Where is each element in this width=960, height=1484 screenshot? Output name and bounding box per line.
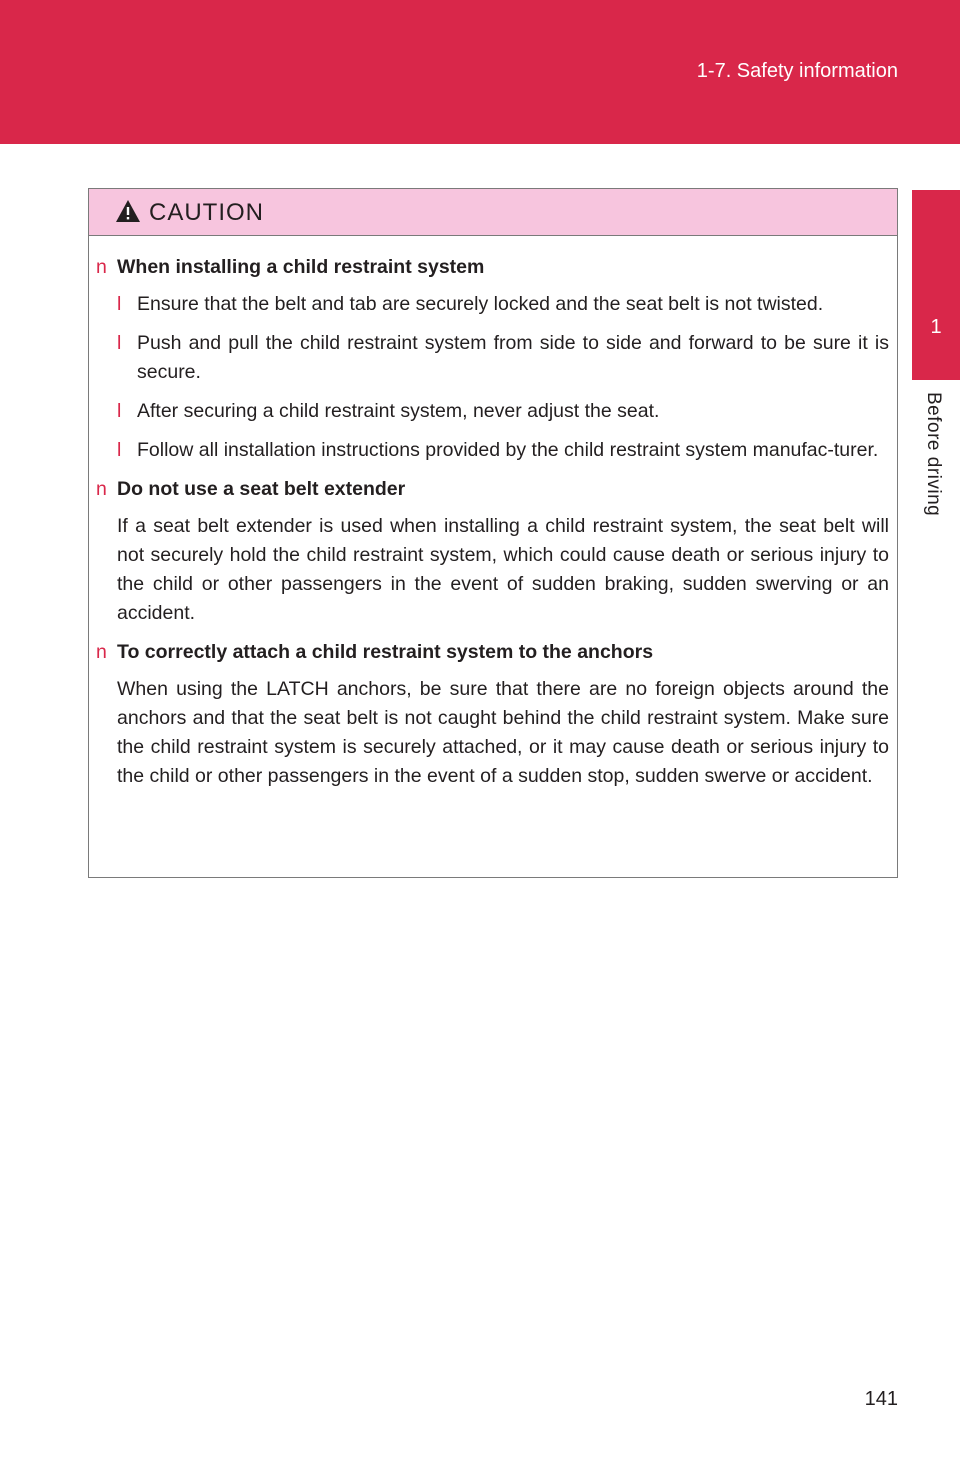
section-heading xyxy=(89,638,889,667)
caution-header xyxy=(89,189,897,236)
chapter-tab xyxy=(912,190,960,380)
bullet-text: After securing a child restraint system, never adjust the seat. xyxy=(137,400,660,422)
page-header-band xyxy=(0,0,960,144)
bullet-marker: l xyxy=(117,439,122,461)
section-marker: n xyxy=(96,641,107,663)
section-marker: n xyxy=(96,256,107,278)
bullet-item xyxy=(89,329,889,387)
section-title: 1-7. Safety information xyxy=(696,60,898,82)
bullet-marker: l xyxy=(117,293,122,315)
section-paragraph: When using the LATCH anchors, be sure that there are no foreign objects around the anchors and that the seat belt is not caught behind the child restraint system. Make sure the child restraint system is securely attached, or it may cause death or serious injury to the child or other passengers in the event of a sudden stop, sudden swerve or accident. xyxy=(117,678,889,787)
bullet-text: Follow all installation instructions provided by the child restraint system manufac-turer. xyxy=(137,439,879,461)
section-heading-text: To correctly attach a child restraint system to the anchors xyxy=(117,641,654,663)
section-marker: n xyxy=(96,478,107,500)
chapter-number: 1 xyxy=(930,316,942,338)
warning-icon xyxy=(115,199,141,223)
page-number: 141 xyxy=(864,1388,898,1410)
bullet-text: Push and pull the child restraint system from side to side and forward to be sure it is secure. xyxy=(137,332,889,383)
caution-body xyxy=(89,249,899,801)
caution-title: CAUTION xyxy=(149,199,264,226)
bullet-item xyxy=(89,397,889,426)
caution-box xyxy=(88,188,898,878)
bullet-marker: l xyxy=(117,332,122,354)
chapter-label: Before driving xyxy=(923,392,944,517)
section-heading xyxy=(89,475,889,504)
section-heading-text: Do not use a seat belt extender xyxy=(117,478,406,500)
bullet-item xyxy=(89,290,889,319)
section-heading xyxy=(89,253,889,282)
bullet-item xyxy=(89,436,889,465)
bullet-marker: l xyxy=(117,400,122,422)
section-paragraph: If a seat belt extender is used when installing a child restraint system, the seat belt will not securely hold the child restraint system, which could cause death or serious injury to the child or other passengers in the event of sudden braking, sudden swerving or an accident. xyxy=(117,515,889,624)
section-heading-text: When installing a child restraint system xyxy=(117,256,485,278)
bullet-text: Ensure that the belt and tab are securely locked and the seat belt is not twisted. xyxy=(137,293,824,315)
